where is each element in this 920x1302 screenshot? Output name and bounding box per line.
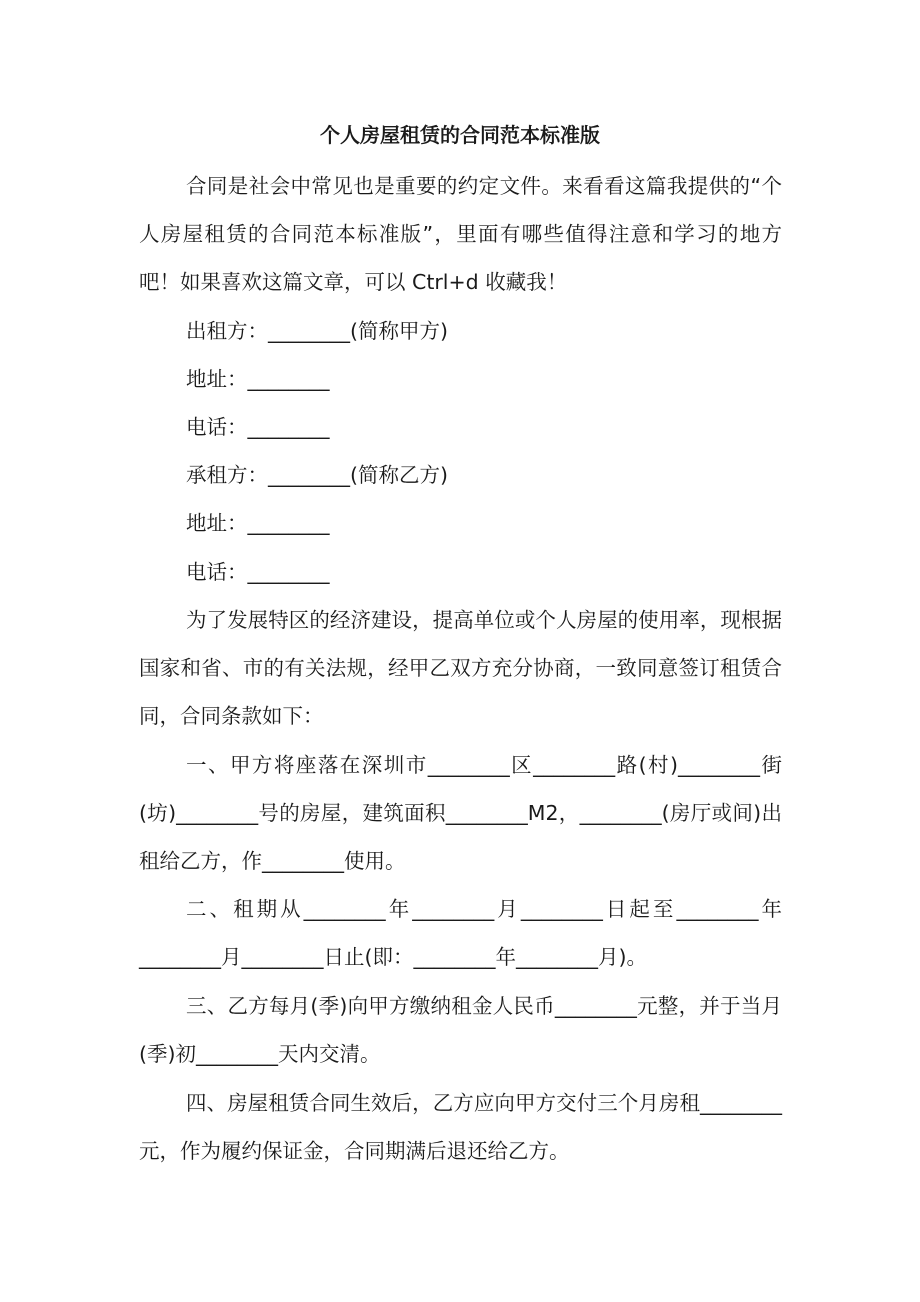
clause-1: 一、甲方将座落在深圳市________区________路(村)________街(坊)________号的房屋，建筑面积________M2，________(房厅或间)出租给乙方，作________使用。 bbox=[139, 753, 782, 873]
clause-3: 三、乙方每月(季)向甲方缴纳租金人民币________元整，并于当月(季)初________天内交清。 bbox=[139, 994, 782, 1066]
party-b-name: 承租方：________(简称乙方) bbox=[186, 463, 448, 487]
party-a-phone: 电话：________ bbox=[186, 415, 330, 439]
party-b-phone: 电话：________ bbox=[186, 560, 330, 584]
clause-2: 二、租期从________年________月________日起至________年________月________日止(即：________年________月)。 bbox=[139, 897, 782, 969]
document-title: 个人房屋租赁的合同范本标准版 bbox=[320, 123, 600, 147]
party-a-address: 地址：________ bbox=[186, 367, 330, 391]
clause-4: 四、房屋租赁合同生效后，乙方应向甲方交付三个月房租________元，作为履约保证金，合同期满后退还给乙方。 bbox=[139, 1091, 782, 1163]
party-a-name: 出租方：________(简称甲方) bbox=[186, 319, 448, 343]
intro-paragraph: 合同是社会中常见也是重要的约定文件。来看看这篇我提供的“个人房屋租赁的合同范本标准版”，里面有哪些值得注意和学习的地方吧！如果喜欢这篇文章，可以 Ctrl+d 收藏我！ bbox=[139, 174, 782, 294]
preamble-paragraph: 为了发展特区的经济建设，提高单位或个人房屋的使用率，现根据国家和省、市的有关法规，经甲乙双方充分协商，一致同意签订租赁合同，合同条款如下： bbox=[139, 608, 782, 728]
party-b-address: 地址：________ bbox=[186, 511, 330, 535]
